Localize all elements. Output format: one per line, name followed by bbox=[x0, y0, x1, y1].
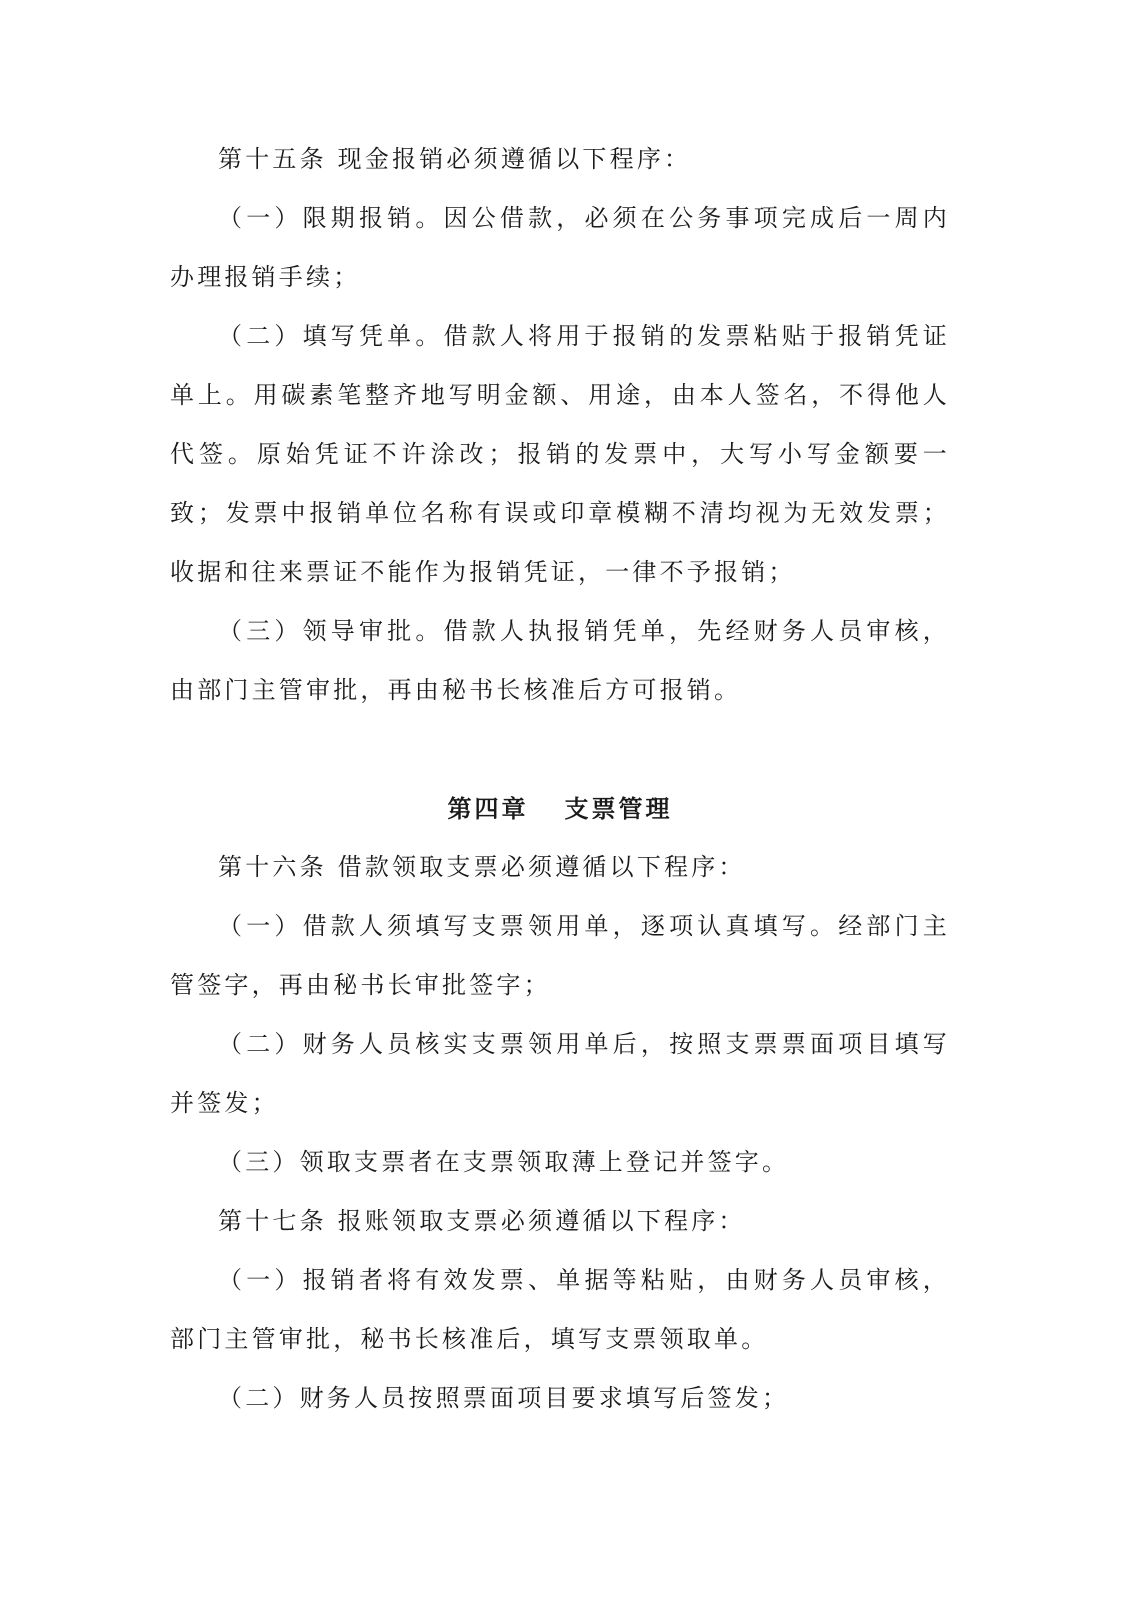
article-17-item-1: （一）报销者将有效发票、单据等粘贴，由财务人员审核，部门主管审批，秘书长核准后，填写支票领取单。 bbox=[170, 1266, 950, 1353]
article-17-heading: 第十七条 报账领取支票必须遵循以下程序： bbox=[218, 1207, 746, 1235]
article-16-item-3: （三）领取支票者在支票领取薄上登记并签字。 bbox=[218, 1148, 790, 1176]
document-page bbox=[170, 130, 950, 1428]
article-15-heading: 第十五条 现金报销必须遵循以下程序： bbox=[218, 145, 692, 173]
article-15-item-3: （三）领导审批。借款人执报销凭单，先经财务人员审核，由部门主管审批，再由秘书长核准后方可报销。 bbox=[170, 617, 950, 704]
article-15-item-2: （二）填写凭单。借款人将用于报销的发票粘贴于报销凭证单上。用碳素笔整齐地写明金额、用途，由本人签名，不得他人代签。原始凭证不许涂改；报销的发票中，大写小写金额要一致；发票中报销单位名称有误或印章模糊不清均视为无效发票；收据和往来票证不能作为报销凭证，一律不予报销； bbox=[170, 322, 950, 586]
article-17-item-2: （二）财务人员按照票面项目要求填写后签发； bbox=[218, 1384, 790, 1412]
chapter-heading bbox=[170, 720, 950, 838]
chapter-number: 第四章 bbox=[447, 794, 529, 823]
article-15-item-1: （一）限期报销。因公借款，必须在公务事项完成后一周内办理报销手续； bbox=[170, 204, 950, 291]
chapter-title: 支票管理 bbox=[564, 794, 673, 823]
article-16-item-2: （二）财务人员核实支票领用单后，按照支票票面项目填写并签发； bbox=[170, 1030, 950, 1117]
article-16-item-1: （一）借款人须填写支票领用单，逐项认真填写。经部门主管签字，再由秘书长审批签字； bbox=[170, 912, 950, 999]
article-16-heading: 第十六条 借款领取支票必须遵循以下程序： bbox=[218, 853, 746, 881]
